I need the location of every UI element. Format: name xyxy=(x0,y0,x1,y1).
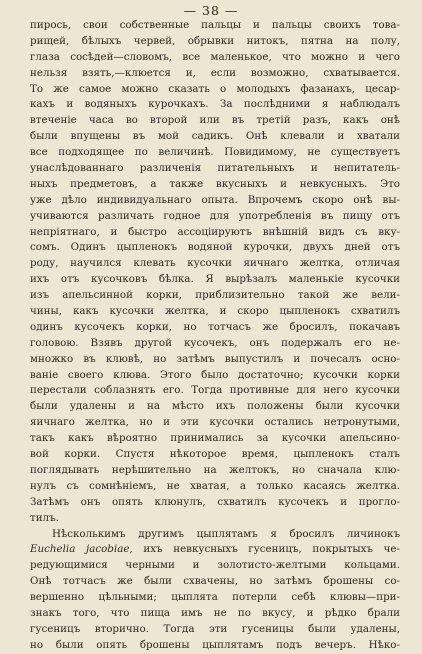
text-line: Затѣмъ онъ опять клюнулъ, схватилъ кусочекъ и прогло- xyxy=(30,495,400,508)
paragraph-start-line: Нѣсколькимъ другимъ цыплятамъ я бросилъ личинокъ xyxy=(52,527,400,540)
text-line: были удалены и на мѣсто ихъ положены были кусочки xyxy=(30,400,400,413)
text-line: тилъ. xyxy=(30,511,59,524)
text-line: ваніе своего клюва. Этого было достаточно; кусочки корки xyxy=(30,368,400,381)
text-line: вершенно цѣльными; цыплята потерли себѣ клювы—при- xyxy=(30,591,400,604)
text-line: роду, научился клевать кусочки яичнаго желтка, отличая xyxy=(30,257,400,270)
text-line: То же самое можно сказать о молодыхъ фазанахъ, цесар- xyxy=(30,82,400,95)
text-line: рищей, бѣлыхъ червей, обрывки нитокъ, пятна на полу, xyxy=(30,34,400,47)
text-line: множко въ клювѣ, но затѣмъ выпустилъ и почесалъ осно- xyxy=(30,352,400,365)
text-line: головою. Взявъ другой кусочекъ, онъ подержалъ его не- xyxy=(30,336,400,349)
text-line: кахъ и водяныхъ курочкахъ. За послѣдними я наблюдалъ xyxy=(30,98,400,111)
text-line: сомъ. Одинъ цыпленокъ водяной курочки, двухъ дней отъ xyxy=(30,241,400,254)
text-line: такъ какъ вѣроятно принимались за кусочки апельсино- xyxy=(30,432,400,445)
text-line: вой корки. Спустя нѣкоторое время, цыпленокъ сталъ xyxy=(30,448,400,461)
text-line: изъ апельсинной корки, приблизительно такой же вели- xyxy=(30,289,400,302)
text-body xyxy=(30,18,400,654)
text-line: все подходящее по величинѣ. Повидимому, не существуетъ xyxy=(30,146,400,159)
text-line: редующимися черными и золотисто-желтыми кольцами. xyxy=(30,559,400,572)
text-line: учиваются различать годное для употребленія въ пищу отъ xyxy=(30,209,400,222)
text-line: нулъ съ сомнѣніемъ, не хватая, а только касаясь желтка. xyxy=(30,479,400,492)
text-line: перестали соблазнять его. Тогда противные для него кусочки xyxy=(30,384,400,397)
text-line: гусеницъ вторично. Тогда эти гусеницы были удалены, xyxy=(30,622,400,635)
text-line: пирось, свои собственные пальцы и пальцы своихъ това- xyxy=(30,19,400,31)
text-line-with-species xyxy=(30,542,400,558)
text-line: втеченіе часа во второй или въ третій разъ, какъ онѣ xyxy=(30,114,400,127)
text-line-rest: ихъ невкусныхъ гусеницъ, покрытыхъ че- xyxy=(143,543,400,556)
species-name: Euchelia jacobiae, xyxy=(30,543,133,556)
text-line: ихъ отъ кусочковъ бѣлка. Я вырѣзалъ маленькіе кусочки xyxy=(30,273,400,286)
text-line: поглядывать нерѣшительно на желтокъ, но сначала клю- xyxy=(30,463,400,476)
text-line: одинъ кусочекъ корки, но тотчасъ же бросилъ, покачавъ xyxy=(30,320,400,333)
text-line: унаслѣдованнаго различенія питательныхъ и непитатель- xyxy=(30,162,400,175)
text-line: яичнаго желтка, но и эти кусочки остались нетронутыми, xyxy=(30,416,400,429)
page-number: — 38 — xyxy=(183,3,239,18)
text-line: ныхъ предметовъ, а также вкусныхъ и невкусныхъ. Это xyxy=(30,177,400,190)
text-line: знакъ того, что пища имъ не по вкусу, и рѣдко брали xyxy=(30,606,400,619)
text-line: Онѣ тотчасъ же были схвачены, но затѣмъ брошены со- xyxy=(30,575,400,588)
text-line: уже дѣло индивидуальнаго опыта. Впрочемъ скоро онѣ вы- xyxy=(30,193,400,206)
text-line: но были опять брошены цыплятамъ подъ вечеръ. Нѣко- xyxy=(30,638,400,651)
text-line: нельзя взять,—клюется и, если возможно, схватывается. xyxy=(30,66,400,79)
text-line: чины, какъ кусочки желтка, и скоро цыпленокъ схватилъ xyxy=(30,305,400,318)
text-line: непріятнаго, и быстро ассоціируютъ внѣшній видъ съ вку- xyxy=(30,225,400,238)
text-line: глаза сосѣдей—словомъ, все маленькое, что можно и чего xyxy=(30,50,400,63)
text-line: были впущены въ мой садикъ. Онѣ клевали и хватали xyxy=(30,130,400,143)
